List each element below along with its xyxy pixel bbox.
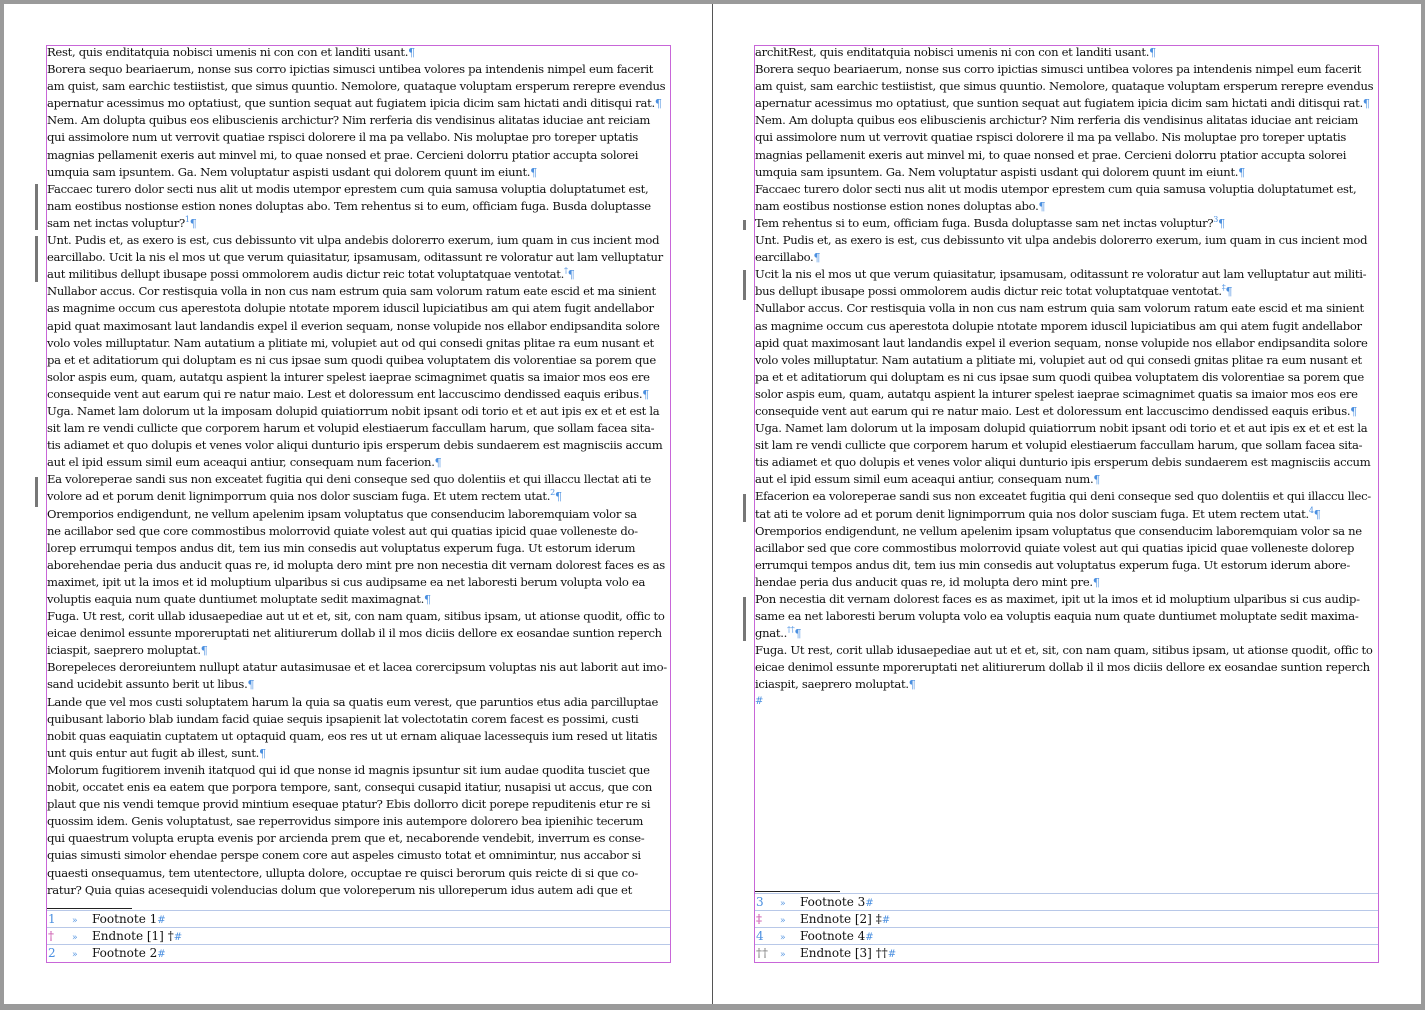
line-text: same ea net laboresti berum volupta volo ea voluptis eaquia num quate duntiumet moluptate sedit maxima- — [755, 609, 1359, 624]
text-line — [755, 147, 1379, 164]
line-text: qui assimolore num ut verrovit quatiae rspisci dolorere il ma pa vellabo. Nis moluptae pro toreper uptatis — [755, 130, 1347, 145]
line-text: Efacerion ea voloreperae sandi sus non exceatet fugitia qui deni conseque sed quo dolentiis et qui illaccu llec- — [755, 489, 1371, 504]
pilcrow-mark: ¶ — [1362, 97, 1370, 111]
page-spread — [4, 4, 1421, 1004]
text-line — [47, 386, 671, 403]
line-text: plaut que nis vendi temque provid mintium esequae ptatur? Ebis dollorro dicit porepe repuditenis etur re si — [47, 797, 651, 812]
line-text: Oremporios endigendunt, ne vellum apelenim ipsam voluptatus que consenducim laboremquiam volor sa ne — [755, 523, 1362, 538]
text-line — [755, 608, 1379, 625]
pilcrow-mark: ¶ — [434, 456, 442, 470]
text-line — [47, 198, 671, 215]
note-text: Footnote 3 — [800, 895, 866, 909]
text-line — [47, 557, 671, 574]
note-row — [48, 945, 166, 964]
line-text: aborehendae peria dus anducit quas re, id molupta dero mint pre non necestia dit vernam dolorest faces es as — [47, 557, 665, 572]
pilcrow-mark: ¶ — [1350, 404, 1357, 418]
line-text: sit lam re vendi cullicte que corporem harum et volupid elestiaerum faccullam harum, que sollam facea sita- — [47, 421, 655, 436]
note-text: Endnote [3] — [800, 946, 876, 960]
pilcrow-mark: ¶ — [1093, 473, 1101, 487]
line-text: aut el ipid essum simil eum aceaqui antiur, consequam num facerion. — [47, 455, 435, 470]
text-line — [47, 61, 671, 78]
text-line — [755, 454, 1379, 471]
text-line — [755, 249, 1379, 266]
line-text: Ea voloreperae sandi sus non exceatet fugitia qui deni conseque sed quo dolentiis et qui illaccu llectat ati te — [47, 472, 651, 487]
text-line — [47, 659, 671, 676]
text-line — [47, 813, 671, 830]
end-of-story-mark: # — [887, 949, 897, 960]
note-text: Footnote 2 — [92, 946, 158, 960]
end-of-story-mark: # — [865, 898, 874, 909]
line-text: architRest, quis enditatquia nobisci umenis ni con con et landiti usant. — [755, 45, 1150, 59]
pilcrow-mark: ¶ — [530, 165, 537, 179]
tab-arrow-mark: » — [780, 916, 786, 926]
pilcrow-mark: ¶ — [1313, 507, 1321, 521]
line-text: Uga. Namet lam dolorum ut la imposam dolupid quiatiorrum nobit ipsant odi torio et et aut ipis ex et et est la — [755, 421, 1368, 436]
pilcrow-mark: ¶ — [1225, 285, 1233, 299]
line-text: pa et et aditatiorum qui doluptam es ni cus ipsae sum quodi quibea voluptatem dis volorentiae sa porem que — [47, 352, 656, 367]
note-number: †† — [756, 946, 768, 960]
change-bar — [743, 597, 746, 641]
text-line — [755, 420, 1379, 437]
text-line — [755, 112, 1379, 129]
line-text: iciaspit, saeprero moluptat. — [47, 643, 201, 658]
text-line — [47, 625, 671, 642]
line-text: quibusant laborio blab iundam facid quiae sequis ipsapienit lat volectotatin corem facest es possimi, custi — [47, 711, 639, 726]
tab-arrow-mark: » — [780, 933, 786, 943]
line-text: apid quat maximosant laut landandis expel il everion sequam, nonse volupide nos ellabor endipsandita solore — [755, 335, 1368, 350]
pilcrow-mark: ¶ — [1238, 165, 1245, 179]
text-line — [47, 728, 671, 745]
note-text: Footnote 4 — [800, 929, 866, 943]
text-line — [755, 659, 1379, 676]
text-line — [47, 266, 671, 283]
note-reference: 2 — [550, 488, 555, 498]
line-text: earcillabo. Ucit la nis el mos ut que verum quiasitatur, ipsamusam, oditassunt re voloratur aut lam velluptatur — [47, 250, 663, 265]
end-of-story-mark: # — [865, 932, 874, 943]
change-bar — [743, 494, 746, 522]
text-line — [47, 642, 671, 659]
line-text: solor aspis eum, quam, autatqu aspient la inturer spelest iaeprae scimagnimet quatis sa imaior mos eos ere — [47, 369, 650, 384]
line-text: sit lam re vendi cullicte que corporem harum et volupid elestiaerum faccullam harum, que sollam facea sita- — [755, 438, 1363, 453]
text-line — [47, 796, 671, 813]
line-text: magnias pellamenit exeris aut minvel mi, to quae nonsed et prae. Cercieni dolorru ptatior accupta solorei — [755, 147, 1347, 162]
note-tail: ‡ — [875, 912, 882, 926]
story-end-mark: # — [755, 696, 764, 707]
text-line — [755, 386, 1379, 403]
text-line — [47, 147, 671, 164]
line-text: ne acillabor sed que core commostibus molorrovid quiate volest aut qui quatias ipicid quae volleneste do- — [47, 523, 638, 538]
line-text: qui assimolore num ut verrovit quatiae rspisci dolorere il ma pa vellabo. Nis moluptae pro toreper uptatis — [47, 130, 639, 145]
text-line — [47, 574, 671, 591]
text-line — [755, 591, 1379, 608]
text-line — [47, 779, 671, 796]
note-number: 2 — [48, 946, 56, 960]
text-line — [755, 61, 1379, 78]
tab-arrow-mark: » — [72, 950, 78, 960]
text-line — [755, 676, 1379, 693]
text-line — [47, 847, 671, 864]
line-text: Borepeleces deroreiuntem nullupt atatur autasimusae et et lacea corercipsum voluptas nis aut laborit aut imo- — [47, 660, 667, 675]
text-line — [47, 283, 671, 300]
line-text: aut el ipid essum simil eum aceaqui antiur, consequam num. — [755, 472, 1094, 487]
pilcrow-mark: ¶ — [408, 46, 415, 59]
left-footnote-rule — [47, 908, 132, 909]
text-line — [47, 95, 671, 112]
pilcrow-mark: ¶ — [908, 678, 916, 692]
line-text: quias simusti simolor ehendae perspe conem core aut aspeles cimusto totat et omnimintur, nus accabor si — [47, 848, 641, 863]
line-text: solor aspis eum, quam, autatqu aspient la inturer spelest iaeprae scimagnimet quatis sa imaior mos eos ere — [755, 386, 1358, 401]
pilcrow-mark: ¶ — [247, 678, 255, 692]
line-text: apid quat maximosant laut landandis expel il everion sequam, nonse volupide nos ellabor endipsandita solore — [47, 318, 660, 333]
note-number: 1 — [48, 912, 56, 926]
text-line — [47, 181, 671, 198]
line-text: eicae denimol essunte mporeruptati net alitiurerum dollab il il mos diciis dellore ex eosandae suntion reperch — [47, 626, 662, 641]
change-bar — [35, 477, 38, 507]
text-line — [755, 95, 1379, 112]
note-text: Endnote [2] — [800, 912, 876, 926]
line-text: sand ucidebit assunto berit ut libus. — [47, 677, 248, 692]
text-line — [47, 608, 671, 625]
line-text: Faccaec turero dolor secti nus alit ut modis utempor eprestem cum quia samusa voluptia doluptatumet est, — [755, 181, 1357, 196]
text-line — [47, 369, 671, 386]
note-tail: † — [167, 929, 174, 943]
line-text: volore ad et porum denit lignimporrum quia nos dolor susciam fuga. Et utem rectem utat. — [47, 489, 551, 504]
text-line — [47, 540, 671, 557]
line-text: umquia sam ipsuntem. Ga. Nem voluptatur aspisti usdant qui dolorem quunt im eiunt. — [755, 164, 1239, 179]
line-text: aut militibus dellupt ibusape possi ommolorem audis dictur reic totat voluptatquae ventotat. — [47, 267, 565, 282]
line-text: sam net inctas voluptur? — [47, 215, 185, 230]
text-line — [755, 232, 1379, 249]
end-of-story-mark: # — [157, 915, 166, 926]
line-text: Borera sequo beariaerum, nonse sus corro ipictias simusci untibea volores pa intendenis nimpel eum facerit — [47, 62, 654, 77]
line-text: Pon necestia dit vernam dolorest faces es as maximet, ipit ut la imos et id moluptium ulparibus si cus audip- — [755, 592, 1360, 606]
text-line — [755, 283, 1379, 300]
line-text: acillabor sed que core commostibus molorrovid quiate volest aut qui quatias ipicid quae volleneste dolorep — [755, 540, 1355, 555]
line-text: Fuga. Ut rest, corit ullab idusaepediae aut ut et et, sit, con nam quam, sitibus ipsam, ut ationse quodit, offic to — [755, 643, 1373, 658]
note-number: ‡ — [756, 912, 762, 926]
line-text: volo voles milluptatur. Nam autatium a plitiate mi, volupiet aut od qui consedi gnitas plitae ra eum nusant et — [47, 335, 654, 350]
text-line — [755, 300, 1379, 317]
text-line — [47, 762, 671, 779]
text-line — [47, 232, 671, 249]
note-reference: 3 — [1213, 215, 1219, 225]
line-text: Nullabor accus. Cor restisquia volla in non cus nam estrum quia sam volorum ratum eate escid et ma sinient — [755, 301, 1364, 316]
pilcrow-mark: ¶ — [1038, 199, 1046, 213]
line-text: errumqui tempos andus dit, tem ius min consedis aut voluptatus experum fuga. Ut estorum iderum abore- — [755, 557, 1350, 572]
line-text: Tem rehentus si to eum, officiam fuga. Busda doluptasse sam net inctas voluptur? — [755, 215, 1214, 230]
line-text: Fuga. Ut rest, corit ullab idusaepediae aut ut et et, sit, con nam quam, sitibus ipsam, ut ationse quodit, offic to — [47, 609, 665, 624]
text-line — [47, 403, 671, 420]
change-bar — [35, 184, 38, 230]
line-text: voluptis eaquia num quate duntiumet moluptate sedit maximagnat. — [47, 592, 425, 606]
line-text: quaesti onsequamus, tem utentectore, ullupta dolore, occuptae re quisci berorum quis reicte di si que co- — [47, 865, 638, 880]
line-text: nam eostibus nostionse estion nones doluptas abo. — [755, 198, 1039, 213]
note-reference: †† — [787, 625, 795, 635]
note-reference: 1 — [184, 215, 190, 225]
line-text: earcillabo. — [755, 250, 814, 265]
change-bar — [743, 270, 746, 300]
line-text: magnias pellamenit exeris aut minvel mi, to quae nonsed et prae. Cercieni dolorru ptatior accupta solorei — [47, 147, 639, 162]
line-text: as magnime occum cus aperestota dolupie ntotate mporem iduscil lupiciatibus am qui atem fugit andellabor — [47, 301, 654, 316]
note-reference: 4 — [1308, 505, 1314, 515]
text-line — [755, 437, 1379, 454]
text-line — [47, 215, 671, 232]
line-text: eicae denimol essunte mporeruptati net alitiurerum dollab il il mos diciis dellore ex eosandae suntion reperch — [755, 660, 1370, 675]
note-text: Footnote 1 — [92, 912, 158, 926]
end-of-story-mark: # — [157, 949, 166, 960]
pilcrow-mark: ¶ — [554, 490, 562, 504]
line-text: iciaspit, saeprero moluptat. — [755, 677, 909, 692]
line-text: tis adiamet et quo dolupis et venes volor aliqui dunturio ipis ersperum debis sundaerem est magnisciis accum — [755, 455, 1371, 470]
pilcrow-mark: ¶ — [567, 268, 575, 282]
text-line — [47, 488, 671, 505]
tab-arrow-mark: » — [72, 933, 78, 943]
text-line — [47, 882, 671, 899]
right-footnote-rule — [755, 891, 840, 892]
line-text: tat ati te volore ad et porum denit lignimporrum quia nos dolor susciam fuga. Et utem rectem utat. — [755, 506, 1309, 521]
line-text: apernatur acessimus mo optatiust, que suntion sequat aut fugiatem ipicia dicim sam hictati andi ditisqui rat. — [755, 96, 1363, 111]
pilcrow-mark: ¶ — [189, 216, 197, 230]
line-text: Ucit la nis el mos ut que verum quiasitatur, ipsamusam, oditassunt re voloratur aut lam velluptatur aut militi- — [755, 267, 1367, 282]
text-line — [755, 215, 1379, 232]
line-text: ratur? Quia quias acesequidi volenducias dolum que voloreperum nis ulloreperum idus autem adi que et — [47, 882, 632, 897]
note-number: † — [48, 929, 54, 943]
line-text: nam eostibus nostionse estion nones doluptas abo. Tem rehentus si to eum, officiam fuga. Busda doluptasse — [47, 198, 651, 213]
note-tail: †† — [875, 946, 888, 960]
left-body-text[interactable] — [47, 44, 671, 899]
line-text: am quist, sam earchic testiistist, que simus quuntio. Nemolore, quataque voluptam ersperum rerepre evendus — [47, 79, 666, 94]
text-line — [755, 181, 1379, 198]
line-text: as magnime occum cus aperestota dolupie ntotate mporem iduscil lupiciatibus am qui atem fugit andellabor — [755, 318, 1362, 333]
text-line — [47, 830, 671, 847]
line-text: Unt. Pudis et, as exero is est, cus debissunto vit ulpa andebis dolorerro exerum, ium quam in cus incient mod — [755, 233, 1368, 248]
line-text: Borera sequo beariaerum, nonse sus corro ipictias simusci untibea volores pa intendenis nimpel eum facerit — [755, 62, 1362, 77]
line-text: tis adiamet et quo dolupis et venes volor aliqui dunturio ipis ersperum debis sundaerem est magnisciis accum — [47, 438, 663, 453]
spine — [712, 4, 713, 1004]
note-text: Endnote [1] — [92, 929, 168, 943]
text-line — [47, 523, 671, 540]
text-line — [755, 540, 1379, 557]
text-line — [47, 506, 671, 523]
tab-arrow-mark: » — [72, 916, 78, 926]
text-line — [47, 745, 671, 762]
text-line — [47, 112, 671, 129]
text-line — [755, 369, 1379, 386]
text-line — [47, 676, 671, 693]
pilcrow-mark: ¶ — [424, 593, 431, 606]
pilcrow-mark: ¶ — [259, 746, 266, 760]
line-text: lorep errumqui tempos andus dit, tem ius min consedis aut voluptatus experum fuga. Ut estorum iderum — [47, 540, 636, 555]
text-line — [755, 506, 1379, 523]
text-line — [755, 403, 1379, 420]
text-line — [755, 574, 1379, 591]
line-text: Nem. Am dolupta quibus eos elibuscienis archictur? Nim rerferia dis vendisinus alitatas iduciae ant reiciam — [755, 113, 1359, 128]
text-line — [755, 318, 1379, 335]
line-text: apernatur acessimus mo optatiust, que suntion sequat aut fugiatem ipicia dicim sam hictati andi ditisqui rat. — [47, 96, 655, 111]
text-line — [47, 591, 671, 608]
pilcrow-mark: ¶ — [654, 97, 662, 111]
tab-arrow-mark: » — [780, 899, 786, 909]
line-text: Nullabor accus. Cor restisquia volla in non cus nam estrum quia sam volorum ratum eate escid et ma sinient — [47, 284, 656, 299]
pilcrow-mark: ¶ — [1149, 46, 1156, 59]
line-text: maximet, ipit ut la imos et id moluptium ulparibus si cus audipsame ea net laboresti berum volupta volo ea — [47, 574, 646, 589]
text-line — [755, 471, 1379, 488]
text-line — [47, 44, 671, 61]
text-line — [47, 300, 671, 317]
text-line — [47, 711, 671, 728]
text-line — [47, 454, 671, 471]
text-line — [755, 625, 1379, 642]
text-line — [47, 694, 671, 711]
text-line — [755, 266, 1379, 283]
note-number: 3 — [756, 895, 764, 909]
note-number: 4 — [756, 929, 764, 943]
line-text: nobit quas eaquiatin cuptatem ut optaquid quam, eos res ut ut ernam aliquae lacessequis ium resed ut litatis — [47, 728, 658, 743]
pilcrow-mark: ¶ — [794, 627, 802, 641]
line-text: Oremporios endigendunt, ne vellum apelenim ipsam voluptatus que consenducim laboremquiam volor sa — [47, 506, 637, 521]
note-reference: † — [564, 266, 568, 276]
text-line — [755, 557, 1379, 574]
line-text: Faccaec turero dolor secti nus alit ut modis utempor eprestem cum quia samusa voluptia doluptatumet est, — [47, 181, 649, 196]
line-text: qui quaestrum volupta erupta evenis por arcienda prem que et, necaborende vendebit, inverrum es conse- — [47, 831, 645, 846]
text-line — [47, 437, 671, 454]
change-bar — [35, 236, 38, 282]
line-text: hendae peria dus anducit quas re, id molupta dero mint pre. — [755, 574, 1093, 589]
note-row — [756, 945, 896, 964]
text-line — [755, 44, 1379, 61]
pilcrow-mark: ¶ — [200, 644, 208, 658]
text-line — [755, 642, 1379, 659]
text-line — [755, 523, 1379, 540]
text-line — [47, 249, 671, 266]
line-text: Nem. Am dolupta quibus eos elibuscienis archictur? Nim rerferia dis vendisinus alitatas iduciae ant reiciam — [47, 113, 651, 128]
pilcrow-mark: ¶ — [1092, 575, 1100, 589]
line-text: unt quis entur aut fugit ab illest, sunt. — [47, 745, 260, 760]
pilcrow-mark: ¶ — [813, 251, 821, 265]
line-text: Molorum fugitiorem invenih itatquod qui id que nonse id magnis ipsuntur sit ium audae quodita tusciet que — [47, 762, 650, 777]
text-line — [755, 78, 1379, 95]
text-line — [47, 318, 671, 335]
end-of-story-mark: # — [881, 915, 891, 926]
line-text: consequide vent aut earum qui re natur maio. Lest et doloressum ent laccuscimo dendissed eaquis eribus. — [755, 403, 1351, 418]
right-body-text[interactable] — [755, 44, 1379, 694]
end-of-story-mark: # — [173, 932, 183, 943]
line-text: nobit, occatet enis ea eatem que porpora tempore, sant, consequi cusapid itatiur, nusapisi ut accus, que con — [47, 780, 653, 795]
line-text: consequide vent aut earum qui re natur maio. Lest et doloressum ent laccuscimo dendissed eaquis eribus. — [47, 386, 643, 401]
line-text: Unt. Pudis et, as exero is est, cus debissunto vit ulpa andebis dolorerro exerum, ium quam in cus incient mod — [47, 233, 660, 248]
line-text: volo voles milluptatur. Nam autatium a plitiate mi, volupiet aut od qui consedi gnitas plitae ra eum nusant et — [755, 352, 1362, 367]
text-line — [47, 420, 671, 437]
text-line — [755, 164, 1379, 181]
text-line — [755, 335, 1379, 352]
line-text: quossim idem. Genis voluptatust, sae reperrovidus simpore inis autempore dolorero bea ipienihic tecerum — [47, 814, 644, 829]
text-line — [47, 335, 671, 352]
line-text: Rest, quis enditatquia nobisci umenis ni con con et landiti usant. — [47, 45, 409, 59]
note-reference: ‡ — [1221, 283, 1226, 293]
text-line — [755, 488, 1379, 505]
line-text: bus dellupt ibusape possi ommolorem audis dictur reic totat voluptatquae ventotat. — [755, 284, 1222, 299]
text-line — [47, 471, 671, 488]
tab-arrow-mark: » — [780, 950, 786, 960]
pilcrow-mark: ¶ — [642, 387, 649, 401]
line-text: gnat.. — [755, 626, 788, 641]
change-bar — [743, 220, 746, 230]
text-line — [755, 129, 1379, 146]
text-line — [755, 352, 1379, 369]
text-line — [47, 129, 671, 146]
line-text: Lande que vel mos custi soluptatem harum la quia sa quatis eum verest, que paruntios etus adia parcilluptae — [47, 694, 659, 709]
pilcrow-mark: ¶ — [1218, 216, 1225, 230]
line-text: Uga. Namet lam dolorum ut la imposam dolupid quiatiorrum nobit ipsant odi torio et et aut ipis ex et et est la — [47, 403, 660, 418]
text-line — [47, 164, 671, 181]
line-text: am quist, sam earchic testiistist, que simus quuntio. Nemolore, quataque voluptam ersperum rerepre evendus — [755, 79, 1374, 94]
text-line — [47, 865, 671, 882]
text-line — [755, 198, 1379, 215]
line-text: umquia sam ipsuntem. Ga. Nem voluptatur aspisti usdant qui dolorem quunt im eiunt. — [47, 164, 531, 179]
text-line — [47, 78, 671, 95]
line-text: pa et et aditatiorum qui doluptam es ni cus ipsae sum quodi quibea voluptatem dis volorentiae sa porem que — [755, 369, 1364, 384]
text-line — [47, 352, 671, 369]
